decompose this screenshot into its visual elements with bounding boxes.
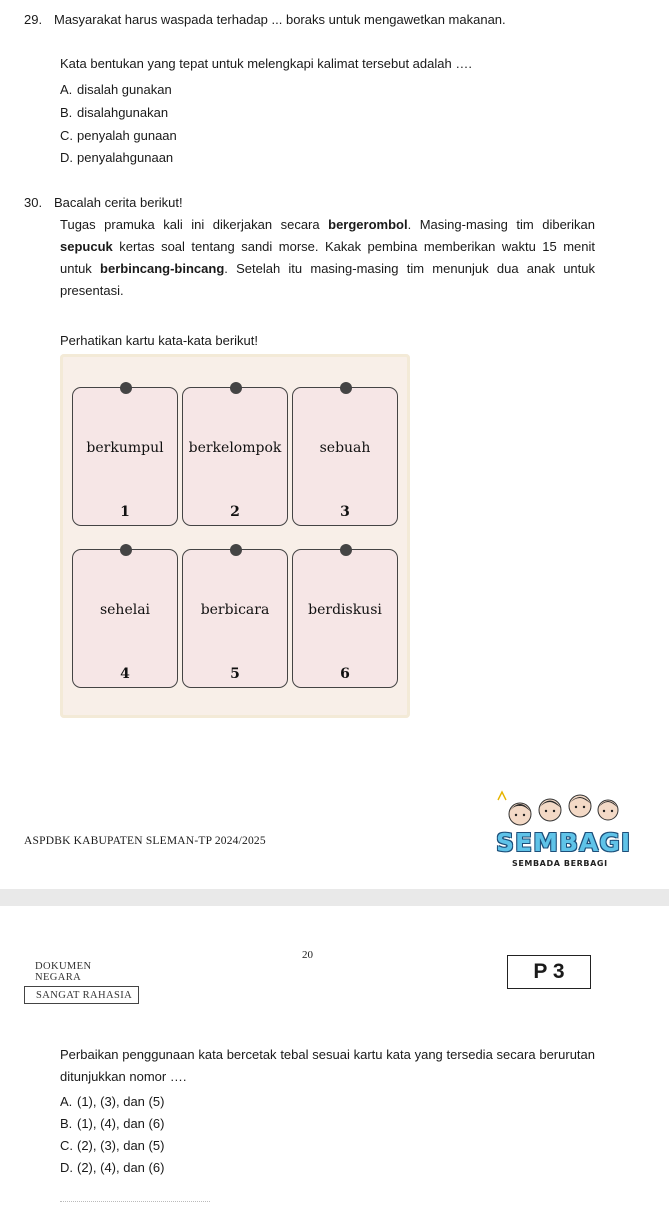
- option-text: penyalah gunaan: [77, 128, 177, 143]
- q29-instruction: Kata bentukan yang tepat untuk melengkapi kalimat tersebut adalah ….: [60, 56, 472, 71]
- word-card-5: [182, 549, 288, 688]
- card-number: 5: [230, 666, 240, 682]
- story-text: Tugas pramuka kali ini dikerjakan secara: [60, 217, 329, 232]
- q29-option-a[interactable]: [60, 82, 172, 97]
- card-number: 6: [340, 666, 350, 682]
- card-word: berkumpul: [86, 440, 164, 456]
- q30-question: Perbaikan penggunaan kata bercetak tebal sesuai kartu kata yang tersedia secara berurutan ditunjukkan nomor ….: [60, 1047, 595, 1084]
- option-text: (1), (4), dan (6): [77, 1116, 165, 1131]
- bottom-divider: [60, 1201, 210, 1202]
- option-letter: A.: [60, 1094, 73, 1109]
- word-card-2: [182, 387, 288, 526]
- bold-word-3: berbincang-bincang: [100, 261, 225, 276]
- story-text: . Masing-masing tim diberikan: [407, 217, 595, 232]
- stamp-line-1: DOKUMEN NEGARA: [35, 961, 92, 983]
- word-card-3: [292, 387, 398, 526]
- card-word: berdiskusi: [308, 602, 382, 618]
- logo-brand: SEMBAGI: [496, 828, 632, 857]
- q29-stem: [24, 12, 506, 27]
- option-text: disalah gunakan: [77, 82, 172, 97]
- card-word: berkelompok: [188, 440, 282, 456]
- card-word: berbicara: [200, 602, 270, 618]
- story-text: . Setelah itu masing-masing tim menunjuk dua anak untuk presentasi.: [60, 261, 595, 298]
- card-word: sehelai: [99, 602, 151, 618]
- q29-stem-text: Masyarakat harus waspada terhadap ... boraks untuk mengawetkan makanan.: [54, 12, 506, 27]
- card-hole-icon: [340, 382, 352, 394]
- option-letter: B.: [60, 1116, 73, 1131]
- bold-word-2: sepucuk: [60, 239, 113, 254]
- card-number: 2: [230, 504, 240, 520]
- q30-stem-text: Bacalah cerita berikut!: [54, 195, 183, 210]
- card-word: sebuah: [319, 440, 371, 456]
- exam-label: ASPDBK KABUPATEN SLEMAN-TP 2024/2025: [24, 835, 266, 847]
- option-text: (1), (3), dan (5): [77, 1094, 165, 1109]
- word-card-4: [72, 549, 178, 688]
- q29-option-d[interactable]: [60, 150, 173, 165]
- option-text: (2), (3), dan (5): [77, 1138, 165, 1153]
- q30-option-c[interactable]: [60, 1138, 164, 1153]
- page-number: 20: [302, 949, 313, 961]
- option-letter: D.: [60, 1160, 73, 1175]
- option-letter: B.: [60, 105, 73, 120]
- card-hole-icon: [120, 382, 132, 394]
- option-text: penyalahgunaan: [77, 150, 174, 165]
- stamp-line-2: SANGAT RAHASIA: [24, 986, 139, 1004]
- q29-number: 29.: [24, 12, 43, 27]
- q30-option-b[interactable]: [60, 1116, 164, 1131]
- option-letter: D.: [60, 150, 73, 165]
- logo-tagline: SEMBADA BERBAGI: [512, 859, 608, 868]
- q30-card-prompt: Perhatikan kartu kata-kata berikut!: [60, 333, 258, 348]
- word-card-board: [60, 354, 410, 718]
- packet-code-box: P 3: [507, 955, 591, 989]
- option-text: (2), (4), dan (6): [77, 1160, 165, 1175]
- card-hole-icon: [230, 382, 242, 394]
- q30-stem: [24, 195, 183, 210]
- card-number: 4: [120, 666, 130, 682]
- q30-number: 30.: [24, 195, 43, 210]
- q30-option-d[interactable]: [60, 1160, 164, 1175]
- bold-word-1: bergerombol: [328, 217, 408, 232]
- sembagi-logo: [482, 790, 632, 870]
- word-card-1: [72, 387, 178, 526]
- option-letter: A.: [60, 82, 73, 97]
- q30-story: [60, 214, 595, 302]
- q29-option-b[interactable]: [60, 105, 168, 120]
- page-separator: [0, 889, 669, 906]
- q29-option-c[interactable]: [60, 128, 177, 143]
- card-hole-icon: [230, 544, 242, 556]
- option-letter: C.: [60, 1138, 73, 1153]
- card-hole-icon: [120, 544, 132, 556]
- q30-option-a[interactable]: [60, 1094, 164, 1109]
- classification-stamp: [24, 961, 139, 1004]
- card-hole-icon: [340, 544, 352, 556]
- story-text: kertas soal tentang sandi morse. Kakak pembina memberikan waktu 15 menit untuk: [60, 239, 595, 276]
- card-number: 3: [340, 504, 350, 520]
- word-card-6: [292, 549, 398, 688]
- card-number: 1: [120, 504, 130, 520]
- option-text: disalahgunakan: [77, 105, 169, 120]
- option-letter: C.: [60, 128, 73, 143]
